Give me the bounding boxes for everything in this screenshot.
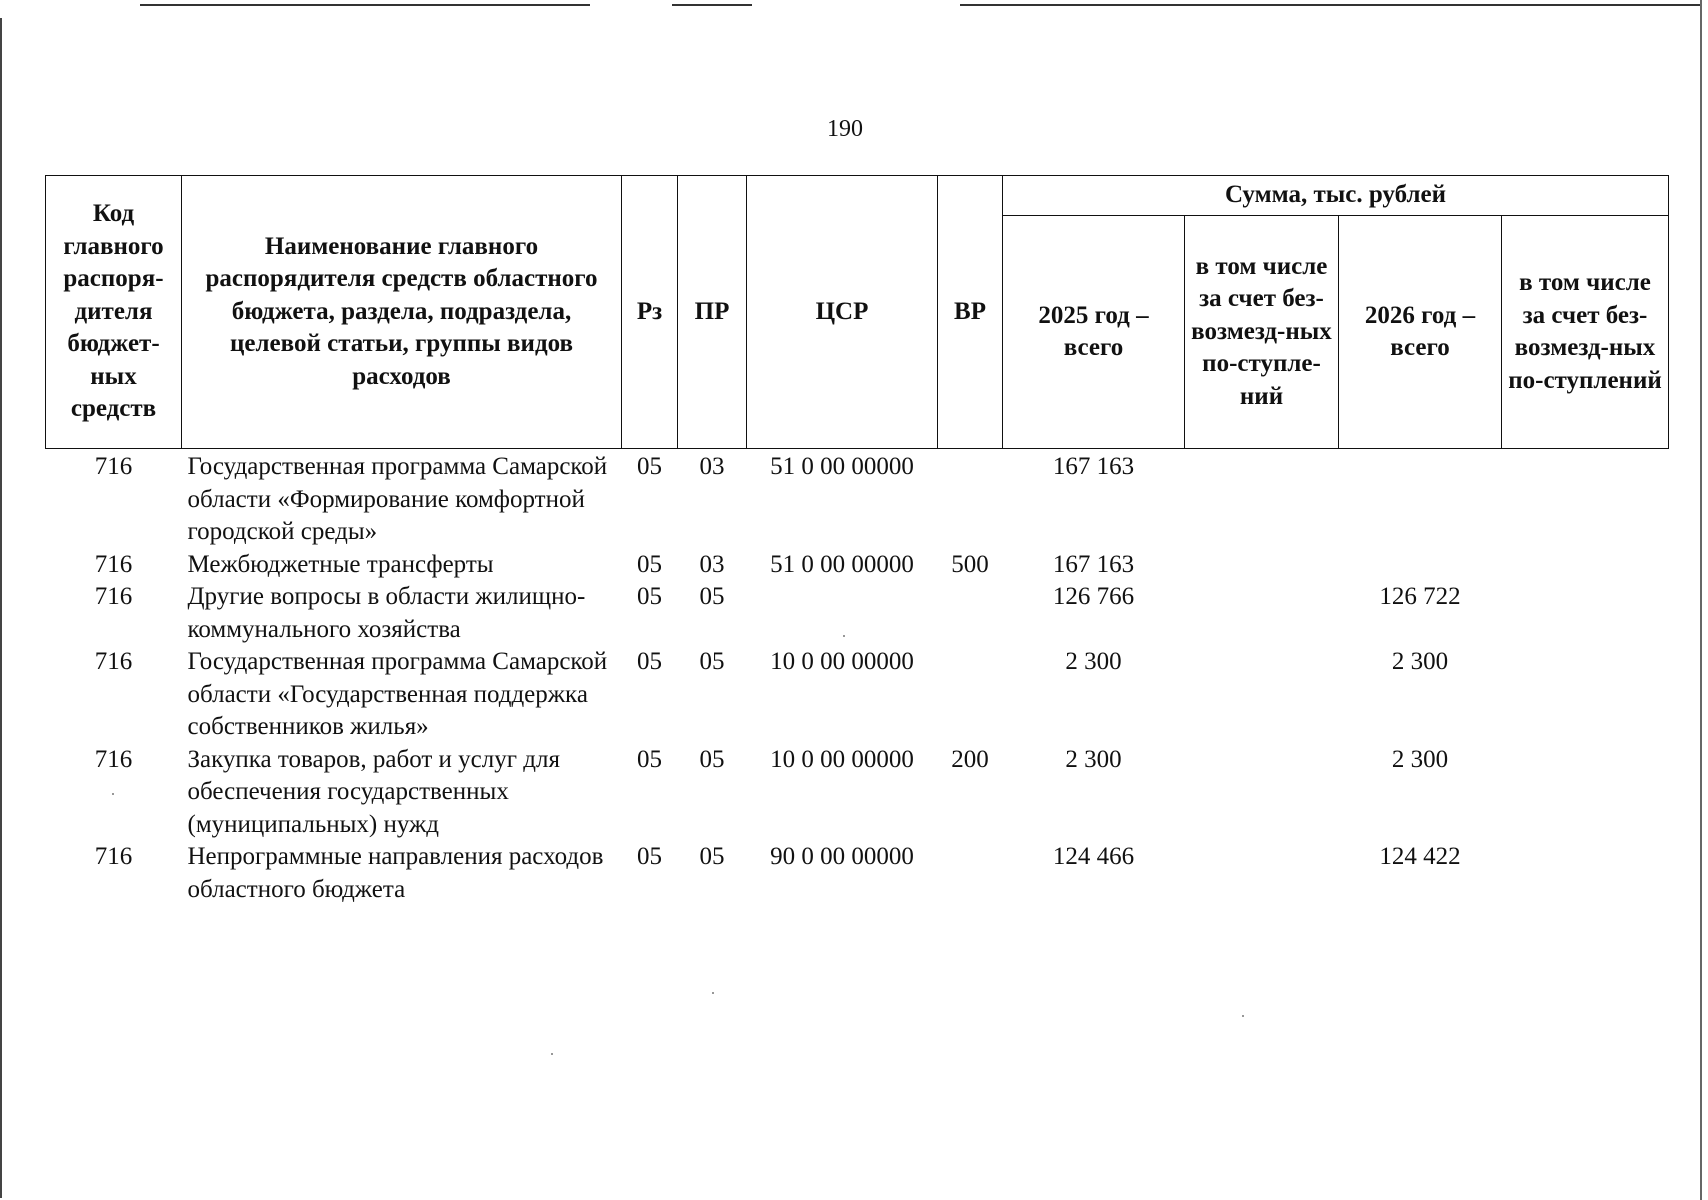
scan-edge-line [672,4,752,6]
cell-csr: 10 0 00 00000 [770,648,914,675]
cell-name: Государственная программа Самарской области «Формирование комфортной городской среды» [187,453,608,545]
cell-2025-free [1185,581,1339,646]
table-row [46,581,1669,646]
cell-name: Государственная программа Самарской области «Государственная поддержка собственников жилья» [187,648,608,740]
cell-csr: 90 0 00 00000 [770,843,914,870]
cell-2025-total: 2 300 [1065,648,1122,675]
header-csr: ЦСР [747,176,938,449]
cell-rz: 05 [637,583,662,610]
cell-code: 716 [94,550,133,578]
table-row [46,549,1669,582]
cell-csr: 10 0 00 00000 [770,745,914,773]
cell-2025-total: 126 766 [1052,583,1135,610]
scan-edge-line [0,18,2,1198]
cell-2026-free [1502,449,1669,549]
header-pr: ПР [678,176,747,449]
cell-2026-total: 2 300 [1391,648,1449,675]
cell-pr: 03 [699,550,725,578]
header-code: Код главного распоря-дителя бюджет-ных средств [46,176,182,449]
cell-name: Другие вопросы в области жилищно-коммунального хозяйства [187,583,586,643]
cell-vr [938,841,1003,906]
table-row [46,841,1669,906]
scan-speck [1242,1015,1244,1017]
cell-rz: 05 [637,843,662,870]
header-2025-free: в том числе за счет без-возмезд-ных по-ступле-ний [1185,216,1339,449]
cell-pr: 05 [699,583,725,610]
cell-name: Закупка товаров, работ и услуг для обеспечения государственных (муниципальных) нужд [187,745,560,838]
scan-speck [712,992,714,994]
cell-vr: 500 [951,550,989,578]
cell-2025-free [1185,549,1339,582]
cell-2025-free [1185,841,1339,906]
cell-pr: 05 [699,648,725,675]
cell-pr: 05 [699,843,725,870]
cell-2025-total: 2 300 [1065,745,1122,773]
cell-vr [938,581,1003,646]
cell-2025-total: 167 163 [1052,550,1135,578]
cell-rz: 05 [637,648,662,675]
scan-edge-line [140,4,590,6]
cell-code: 716 [94,745,133,773]
cell-2026-free [1502,581,1669,646]
cell-csr [747,581,938,646]
header-2025-total: 2025 год – всего [1003,216,1185,449]
cell-pr: 03 [699,453,725,480]
cell-rz: 05 [637,550,662,578]
cell-rz: 05 [637,745,662,773]
cell-2026-total [1339,549,1502,582]
cell-vr [938,449,1003,549]
cell-2026-free [1502,841,1669,906]
header-2026-free: в том числе за счет без-возмезд-ных по-ступлений [1502,216,1669,449]
cell-rz: 05 [637,453,662,480]
cell-name: Непрограммные направления расходов областного бюджета [187,843,604,903]
cell-2026-total: 2 300 [1391,745,1449,773]
cell-2026-free [1502,549,1669,582]
cell-code: 716 [94,453,133,480]
cell-name: Межбюджетные трансферты [187,550,494,578]
header-2026-total: 2026 год – всего [1339,216,1502,449]
cell-2025-free [1185,449,1339,549]
cell-2025-free [1185,744,1339,842]
scan-speck [112,793,114,795]
cell-code: 716 [94,843,133,870]
cell-vr [938,646,1003,744]
scan-edge-line [960,4,1700,6]
cell-2026-free [1502,646,1669,744]
cell-2026-total: 124 422 [1379,843,1461,870]
cell-vr: 200 [951,745,989,773]
table-row [46,744,1669,842]
cell-code: 716 [94,648,133,675]
table-body [46,449,1669,907]
budget-table [45,175,1669,906]
cell-2026-total: 126 722 [1379,583,1461,610]
header-sum: Сумма, тыс. рублей [1003,176,1669,216]
header-rz: Рз [622,176,678,449]
page-number: 190 [827,116,863,142]
scan-speck [551,1053,553,1055]
cell-2025-total: 167 163 [1052,453,1135,480]
scan-speck [843,635,845,637]
header-vr: ВР [938,176,1003,449]
cell-csr: 51 0 00 00000 [770,550,914,578]
cell-code: 716 [94,583,133,610]
cell-2026-free [1502,744,1669,842]
table-row [46,646,1669,744]
cell-2025-total: 124 466 [1052,843,1135,870]
cell-2025-free [1185,646,1339,744]
cell-csr: 51 0 00 00000 [770,453,914,480]
cell-pr: 05 [699,745,725,773]
scan-edge-line [1700,0,1702,1200]
table-row [46,449,1669,549]
header-name: Наименование главного распорядителя средств областного бюджета, раздела, подраздела, целевой статьи, группы видов расходов [182,176,622,449]
cell-2026-total [1339,449,1502,549]
table-header [46,176,1669,449]
